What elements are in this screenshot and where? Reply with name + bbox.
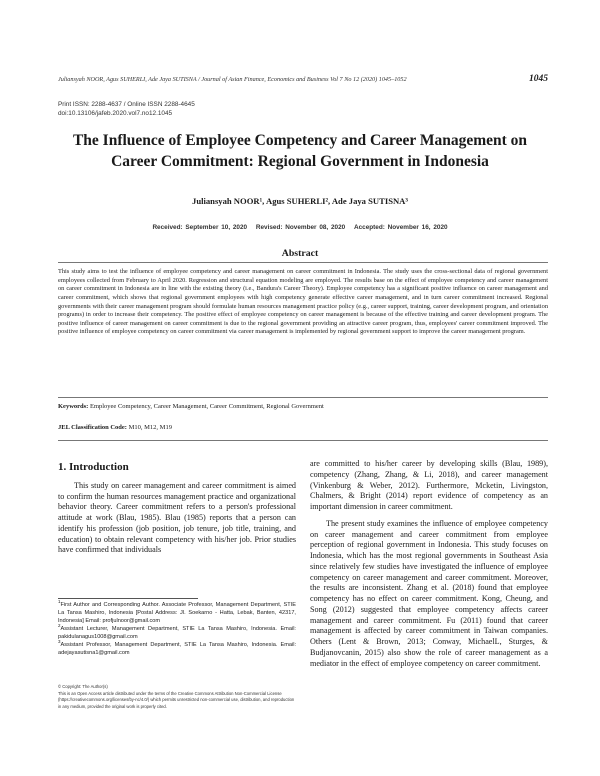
keywords-label: Keywords: <box>58 403 89 410</box>
footnotes <box>58 599 296 658</box>
paragraph: are committed to his/her career by developing skills (Blau, 1989), competency (Zhang, Zhang, & Li, 2018), and career management (Vinkenburg & Weber, 2012). Furthermore, Mcketin, Livingston, Chalmers, & Bright (2014) report evidence of competency as an important dimension in career commitment. <box>310 459 548 511</box>
footnote: $^3$Assistant Professor, Management Department, STIE La Tansa Mashiro, Indonesia. Email: adejayasutisna1@gmail.com <box>58 639 296 656</box>
author-list: Juliansyah NOOR¹, Agus SUHERLI², Ade Jaya SUTISNA³ <box>192 196 408 206</box>
left-column <box>58 462 296 556</box>
copyright: © Copyright: The Author(s) <box>58 684 108 689</box>
title-line-2: Career Commitment: Regional Government in Indonesia <box>111 153 489 170</box>
license-notice <box>58 684 298 710</box>
revised-date: Revised: November 08, 2020 <box>255 224 346 231</box>
running-head-text: Juliansyah NOOR, Agus SUHERLI, Ade Jaya SUTISNA / Journal of Asian Finance, Economics and Business Vol 7 No 12 (2020) 1045–1052 <box>58 76 407 83</box>
jel-text: M10, M12, M19 <box>126 424 172 431</box>
footnote: $^2$Assistant Lecturer, Management Department, STIE La Tansa Mashiro, Indonesia. Email: pakidulanagus1008@gmail.com <box>58 623 296 640</box>
page-number: 1045 <box>529 74 548 84</box>
abstract-heading: Abstract <box>281 248 319 259</box>
keywords-text: Employee Competency, Career Management, Career Commitment, Regional Government <box>88 403 324 410</box>
divider <box>58 262 548 263</box>
received-date: Received: September 10, 2020 <box>152 224 248 231</box>
keywords <box>58 403 548 410</box>
paragraph: The present study examines the influence of employee competency on career management and career commitment from employee perception of regional government in Indonesia. This study focuses on Indonesia, which has the most regional governments in Southeast Asia since relatively few studies have investigated the influence of employee competency on career management and career commitment. Moreover, the results are inconsistent. Zhang et al. (2018) found that employee competency has no effect on career commitment. Kong, Cheung, and Song (2012) suggested that employee competency affects career management and career commitment. Fu (2011) found that career management is affected by career commitment in Taiwan companies. Others (Lent & Brown, 2013; Conway, MichaelL, Sturges, & Budjanovcanin, 2015) also show the role of career management as a mediator in the effect of employee competency on career commitment. <box>310 518 548 668</box>
jel-label: JEL Classification Code: <box>58 424 127 431</box>
license-text: This is an Open Access article distributed under the terms of the Creative Commons Attribution Non-Commercial License (https://creativecommons.org/licenses/by-nc/4.0/) which permits unrestricted non-commercial use, distribution, and reproduction in any medium, provided the original work is properly cited. <box>58 691 295 709</box>
submission-dates <box>60 224 540 231</box>
abstract-text: This study aims to test the influence of employee competency and career management on career commitment in Indonesia. The study uses the cross-sectional data of regional government employees collected from February to April 2020. Regression and structural equation modeling are employed. The results base on the effect of employee competency and career management on career commitment in Indonesia are in line with the existing theory (i.e., Bandura's Career Theory). Employee competency has a significant positive influence on career management and career commitment, which shows that regional government employees with high competency generate effective career management, and in turn career commitment increased. Regional governments with their career management program should formulate human resources management practice policy (e.g., career support, training, career development program, and orientation programs) in order to increase their competency. The positive effect of employee competency on career management is because of the effective training and career development program. The positive influence of career management on career commitment is due to the regional government providing an attractive career program, thus, employees' career commitment improved. The positive influence of employee competency on career commitment via career management is implemented by regional government support to improve the career management program. <box>58 268 548 336</box>
issn-block <box>58 100 195 118</box>
accepted-date: Accepted: November 16, 2020 <box>353 224 448 231</box>
right-column <box>310 459 548 669</box>
issn-line: Print ISSN: 2288-4637 / Online ISSN 2288-4645 <box>58 101 195 108</box>
divider <box>58 440 548 441</box>
paragraph: This study on career management and career commitment is aimed to confirm the human resources management practice and organizational behavior theory. Career commitment refers to a person's professional attitude at work (Blau, 1985). Blau (1985) reports that a person can identify his profession (job position, job tenure, job title, training, and education) to obtain relevant competency with his/her job. Prior studies have confirmed that individuals <box>58 480 296 555</box>
section-heading: 1. Introduction <box>58 461 129 473</box>
divider <box>58 397 548 398</box>
paper-title <box>60 130 540 172</box>
running-head <box>58 74 548 84</box>
doi-line: doi:10.13106/jafeb.2020.vol7.no12.1045 <box>58 110 173 117</box>
title-line-1: The Influence of Employee Competency and Career Management on <box>72 132 528 149</box>
jel-codes <box>58 424 548 431</box>
footnote: $^1$First Author and Corresponding Author. Associate Professor, Management Department, STIE La Tansa Mashiro, Indonesia [Postal Address: Jl. Soekarno - Hatta, Lebak, Banten, 42317, Indonesia] Email: profjulnoor@gmail.com <box>58 599 296 624</box>
footnote-rule <box>58 598 198 599</box>
